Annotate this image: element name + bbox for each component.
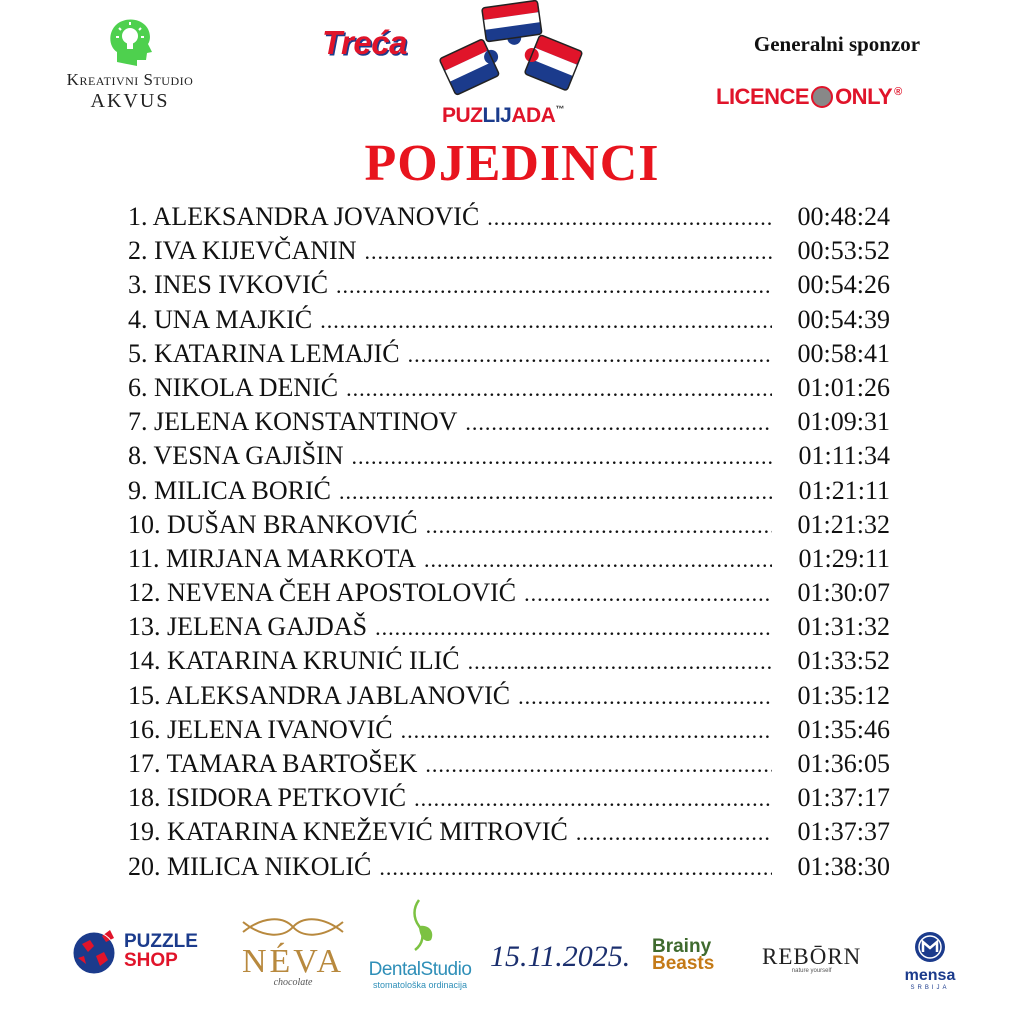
result-time: 00:53:52	[797, 236, 890, 266]
result-name	[128, 270, 328, 300]
result-row	[128, 339, 890, 373]
result-name	[128, 544, 416, 574]
dot-leader	[364, 239, 772, 265]
dot-leader	[379, 855, 772, 881]
result-person: KATARINA LEMAJIĆ	[154, 338, 400, 368]
result-rank: 3.	[128, 270, 148, 300]
puzlijada-part-1: PUZ	[442, 104, 483, 127]
result-person: KATARINA KNEŽEVIĆ MITROVIĆ	[167, 817, 568, 847]
akvus-line2: AKVUS	[90, 90, 170, 112]
result-time: 01:38:30	[797, 851, 890, 881]
result-time: 01:31:32	[797, 612, 890, 642]
hand-icon	[811, 86, 833, 108]
dental-name: DentalStudio	[368, 959, 472, 980]
result-row	[128, 544, 890, 578]
akvus-logo	[40, 14, 220, 124]
ribbon-icon	[238, 916, 348, 938]
result-rank: 17.	[128, 749, 161, 778]
result-row	[128, 270, 890, 304]
result-person: MIRJANA MARKOTA	[166, 543, 417, 573]
result-person: ISIDORA PETKOVIĆ	[167, 783, 407, 813]
brainy-beasts-logo	[652, 938, 714, 972]
result-row	[128, 578, 890, 612]
dot-leader	[320, 308, 772, 334]
result-rank: 4.	[128, 304, 148, 334]
result-rank: 20.	[128, 851, 161, 881]
result-name	[128, 715, 393, 745]
result-rank: 16.	[128, 714, 161, 744]
dental-studio-logo	[362, 896, 478, 990]
dot-leader	[518, 684, 772, 710]
licence-word: LICENCE	[716, 84, 810, 109]
dot-leader	[414, 786, 772, 812]
dot-leader	[375, 615, 772, 641]
dot-leader	[336, 273, 772, 299]
puzlijada-part-2: LIJ	[482, 104, 512, 127]
result-person: NIKOLA DENIĆ	[154, 372, 339, 402]
reborn-name: REBŌRN	[762, 944, 862, 969]
result-rank: 6.	[128, 372, 148, 402]
result-time: 01:30:07	[797, 578, 890, 608]
result-person: JELENA GAJDAŠ	[167, 612, 368, 642]
dot-leader	[339, 479, 772, 505]
result-time: 01:35:12	[797, 680, 890, 710]
result-person: ALEKSANDRA JOVANOVIĆ	[152, 202, 480, 231]
dot-leader	[576, 820, 772, 846]
result-rank: 9.	[128, 475, 148, 505]
result-row	[128, 510, 890, 544]
reborn-tagline: nature yourself	[791, 968, 832, 974]
dot-leader	[524, 581, 772, 607]
licence-only-logo	[716, 84, 902, 110]
result-name	[128, 681, 510, 711]
result-name	[128, 578, 516, 608]
registered-mark: ®	[894, 86, 902, 98]
result-person: KATARINA KRUNIĆ ILIĆ	[167, 646, 460, 676]
dot-leader	[465, 410, 772, 436]
result-row	[128, 441, 890, 475]
result-name	[128, 339, 400, 369]
result-time: 01:01:26	[797, 372, 890, 402]
dot-leader	[425, 752, 772, 778]
result-person: TAMARA BARTOŠEK	[166, 749, 418, 778]
result-rank: 15.	[128, 680, 161, 710]
puzzle-shop-line1: PUZZLE	[124, 931, 198, 952]
result-rank: 8.	[128, 441, 148, 471]
result-name	[128, 305, 312, 335]
result-row	[128, 681, 890, 715]
result-name	[128, 441, 344, 471]
puzzle-globe-icon	[70, 926, 120, 976]
result-row	[128, 817, 890, 851]
akvus-line1: Kreativni Studio	[66, 70, 194, 89]
result-rank: 14.	[128, 646, 161, 676]
result-name	[128, 646, 460, 676]
result-person: IVA KIJEVČANIN	[154, 236, 357, 266]
result-row	[128, 749, 890, 783]
event-date: 15.11.2025.	[490, 940, 631, 973]
reborn-logo	[762, 944, 861, 974]
result-row	[128, 476, 890, 510]
result-time: 01:21:11	[798, 475, 890, 505]
dot-leader	[468, 649, 772, 675]
puzlijada-part-3: ADA	[511, 104, 556, 127]
results-list	[128, 202, 890, 886]
mensa-logo	[892, 930, 968, 991]
result-name	[128, 476, 331, 506]
result-row	[128, 236, 890, 270]
result-time: 00:58:41	[797, 338, 890, 368]
result-time: 01:09:31	[797, 407, 890, 437]
result-time: 01:37:37	[797, 817, 890, 847]
puzlijada-wordmark	[442, 104, 564, 128]
result-name	[128, 373, 338, 403]
result-name	[128, 783, 406, 813]
brainy-line2: Beasts	[652, 953, 715, 974]
result-time: 01:21:32	[797, 509, 890, 539]
result-person: DUŠAN BRANKOVIĆ	[167, 509, 418, 539]
dot-leader	[487, 205, 772, 231]
result-rank: 18.	[128, 783, 161, 813]
dot-leader	[424, 547, 772, 573]
neva-logo	[238, 916, 348, 988]
result-name	[128, 202, 479, 232]
result-time: 01:37:17	[797, 783, 890, 813]
result-time: 01:11:34	[798, 441, 890, 471]
result-name	[128, 749, 417, 779]
result-name	[128, 510, 418, 540]
result-row	[128, 715, 890, 749]
event-prefix: Treća	[322, 24, 407, 61]
result-person: UNA MAJKIĆ	[154, 304, 313, 334]
result-rank: 11.	[128, 543, 160, 573]
result-name	[128, 407, 457, 437]
puzzle-shop-logo	[70, 926, 198, 976]
result-time: 00:54:39	[797, 304, 890, 334]
result-time: 01:33:52	[797, 646, 890, 676]
dental-sub: stomatološka ordinacija	[372, 980, 468, 990]
brainy-line1: Brainy	[652, 936, 712, 957]
result-person: JELENA IVANOVIĆ	[167, 714, 393, 744]
dot-leader	[408, 342, 772, 368]
result-name	[128, 612, 367, 642]
result-name	[128, 852, 371, 882]
result-name	[128, 817, 568, 847]
only-word: ONLY	[835, 84, 893, 109]
result-row	[128, 373, 890, 407]
result-person: ALEKSANDRA JABLANOVIĆ	[165, 680, 511, 710]
result-person: INES IVKOVIĆ	[154, 270, 329, 300]
lightbulb-head-icon	[103, 14, 157, 68]
result-row	[128, 852, 890, 886]
trademark-mark: ™	[555, 104, 564, 114]
mensa-name: mensa	[904, 967, 956, 984]
result-row	[128, 646, 890, 680]
result-row	[128, 305, 890, 339]
result-time: 01:29:11	[798, 543, 890, 573]
neva-sub: chocolate	[273, 977, 313, 988]
dot-leader	[352, 444, 773, 470]
result-rank: 2.	[128, 236, 148, 266]
dot-leader	[401, 718, 772, 744]
result-rank: 19.	[128, 817, 161, 847]
result-row	[128, 612, 890, 646]
result-row	[128, 783, 890, 817]
result-name	[128, 236, 356, 266]
result-person: MILICA NIKOLIĆ	[167, 851, 372, 881]
result-time: 01:35:46	[797, 714, 890, 744]
tooth-leaf-icon	[395, 896, 445, 954]
result-rank: 13.	[128, 612, 161, 642]
result-rank: 7.	[128, 407, 148, 437]
result-person: JELENA KONSTANTINOV	[154, 407, 458, 437]
result-person: MILICA BORIĆ	[154, 475, 331, 505]
result-rank: 12.	[128, 578, 161, 608]
result-rank: 5.	[128, 338, 148, 368]
neva-name: NÉVA	[241, 943, 345, 980]
mensa-emblem-icon	[913, 930, 947, 964]
dot-leader	[346, 376, 772, 402]
sponsor-label: Generalni sponzor	[753, 32, 921, 56]
result-rank: 10.	[128, 509, 161, 539]
result-time: 00:54:26	[797, 270, 890, 300]
mensa-sub: SRBIJA	[910, 985, 950, 991]
puzzle-shop-line2: SHOP	[124, 950, 178, 971]
result-rank: 1.	[128, 202, 148, 231]
result-time: 00:48:24	[797, 202, 890, 231]
result-person: NEVENA ČEH APOSTOLOVIĆ	[167, 578, 517, 608]
result-row	[128, 202, 890, 236]
dot-leader	[426, 513, 772, 539]
page-title: POJEDINCI	[364, 135, 660, 192]
result-row	[128, 407, 890, 441]
result-person: VESNA GAJIŠIN	[153, 441, 344, 471]
result-time: 01:36:05	[797, 749, 890, 778]
